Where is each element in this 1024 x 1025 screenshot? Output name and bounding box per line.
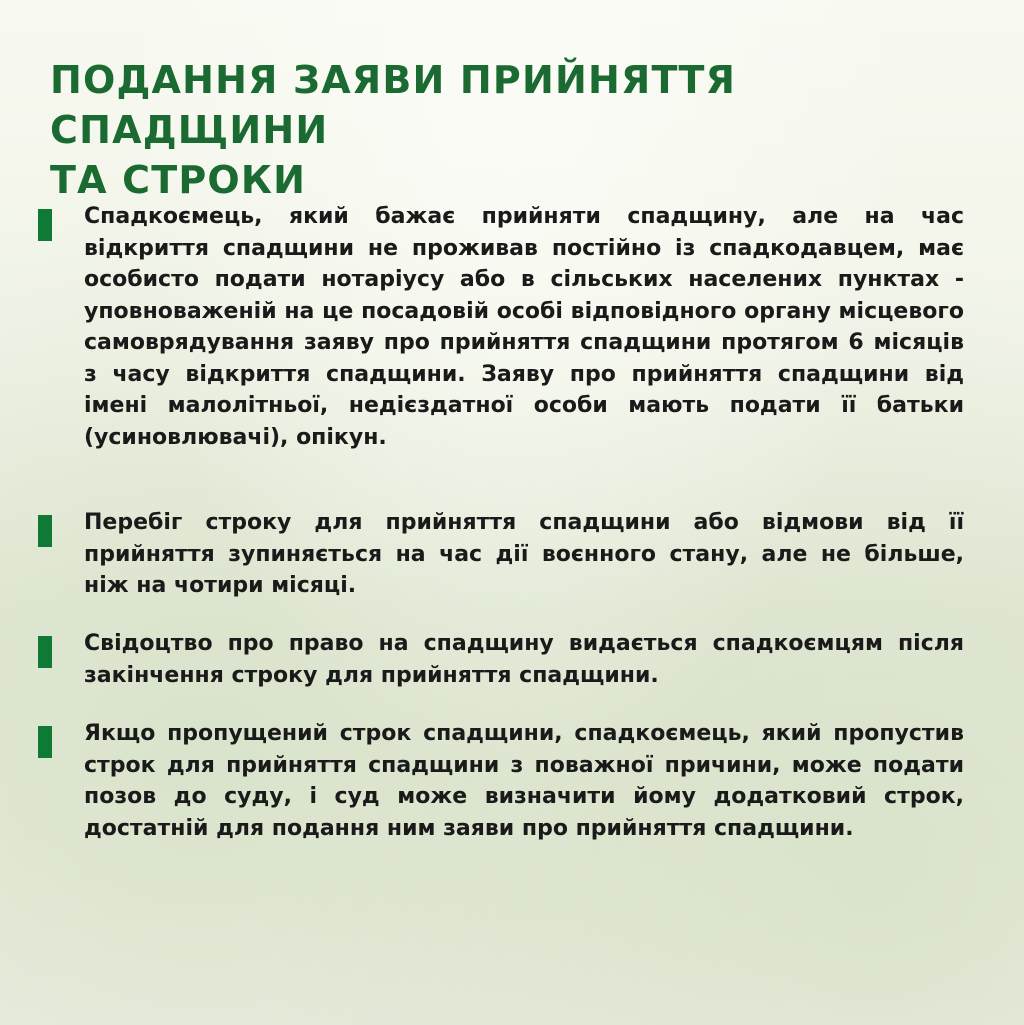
list-item-text: Свідоцтво про право на спадщину видається спадкоємцям після закінчення строку для прийняття спадщини.	[84, 631, 964, 688]
page-title-line-1: ПОДАННЯ ЗАЯВИ ПРИЙНЯТТЯ СПАДЩИНИ	[50, 58, 737, 152]
page-title-line-2: ТА СТРОКИ	[50, 158, 307, 202]
bullet-marker	[38, 726, 52, 758]
page-title	[50, 55, 1024, 205]
list-item-text: Якщо пропущений строк спадщини, спадкоємець, який пропустив строк для прийняття спадщини з поважної причини, може подати позов до суду, і суд може визначити йому додатковий строк, достатній для подання ним заяви про прийняття спадщини.	[84, 721, 964, 841]
list-item-text: Перебіг строку для прийняття спадщини або відмови від її прийняття зупиняється на час дії воєнного стану, але не більше, ніж на чотири місяці.	[84, 510, 964, 598]
list-item-text: Спадкоємець, який бажає прийняти спадщину, але на час відкриття спадщини не проживав постійно із спадкодавцем, має особисто подати нотаріусу або в сільських населених пунктах - уповноваженій на це посадовій особі відповідного органу місцевого самоврядування заяву про прийняття спадщини протягом 6 місяців з часу відкриття спадщини. Заяву про прийняття спадщини від імені малолітньої, недієздатної особи мають подати її батьки (усиновлювачі), опікун.	[84, 204, 964, 450]
bullet-marker	[38, 515, 52, 547]
bullet-marker	[38, 636, 52, 668]
bullet-marker	[38, 209, 52, 241]
